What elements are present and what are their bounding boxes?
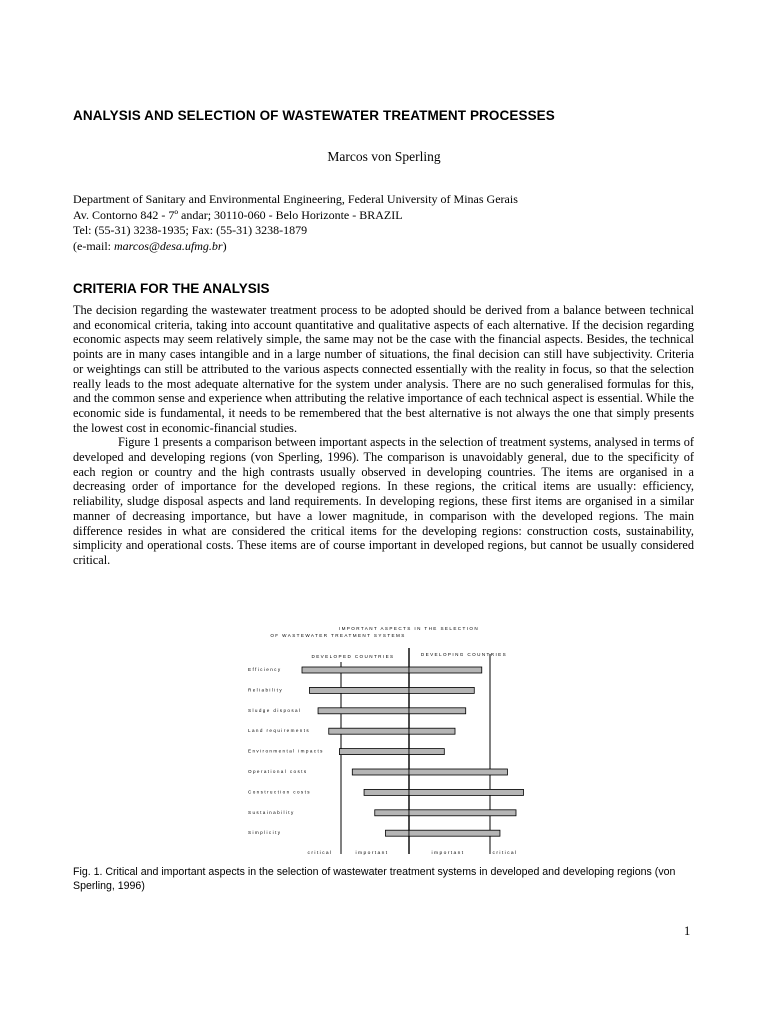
bottom-label-3: important xyxy=(431,851,465,856)
page-number: 1 xyxy=(684,924,691,938)
email-address[interactable]: marcos@desa.ufmg.br xyxy=(113,238,223,253)
paragraph-2: Figure 1 presents a comparison between important aspects in the selection of treatment systems, analysed in terms of developed and developing regions (von Sperling, 1996). The comparison is unavoidably general, due to the specificity of each region or country and the high contrasts usually observed in developing countries. The items are organised in a decreasing order of importance for the developed regions. In these regions, the critical items are usually: efficiency, reliability, sludge disposal aspects and land requirements. In developing regions, these first items are organised in a similar manner of decreasing importance, but have a lower magnitude, in comparison with the developed regions. The main difference resides in what are considered the critical items for the developing regions: construction costs, sustainability, simplicity and operational costs. These items are of course important in developed regions, but cannot be usually considered critical. xyxy=(73,435,694,567)
bar-developing-1 xyxy=(409,667,482,673)
affiliation-email-line xyxy=(73,239,518,255)
bar-developing-8 xyxy=(409,810,516,816)
bar-developed-4 xyxy=(329,728,409,734)
chart-title-line2: OF WASTEWATER TREATMENT SYSTEMS xyxy=(270,633,406,638)
category-label-3: Sludge disposal xyxy=(248,707,302,713)
bottom-label-4: critical xyxy=(492,851,518,856)
figure-1-chart xyxy=(238,622,528,862)
bar-developed-9 xyxy=(385,830,409,836)
category-label-2: Reliability xyxy=(248,687,284,693)
bar-developing-7 xyxy=(409,789,523,795)
chart-svg xyxy=(238,622,528,862)
bar-developed-2 xyxy=(309,687,409,693)
bottom-label-1: critical xyxy=(307,851,333,856)
category-label-9: Simplicity xyxy=(248,830,282,836)
affiliation-address: Av. Contorno 842 - 7º andar; 30110-060 - Belo Horizonte - BRAZIL xyxy=(73,207,403,222)
bar-developing-5 xyxy=(409,749,444,755)
figure-caption: Fig. 1. Critical and important aspects in the selection of wastewater treatment systems in developed and developing regions (von Sperling, 1996) xyxy=(73,866,676,892)
bar-developed-8 xyxy=(375,810,409,816)
bar-developing-9 xyxy=(409,830,500,836)
category-label-7: Construction costs xyxy=(248,789,311,795)
paper-title: ANALYSIS AND SELECTION OF WASTEWATER TREATMENT PROCESSES xyxy=(73,108,555,123)
category-label-6: Operational costs xyxy=(248,769,308,774)
author-affiliation xyxy=(73,192,518,254)
section-heading: CRITERIA FOR THE ANALYSIS xyxy=(73,281,270,296)
category-label-1: Efficiency xyxy=(248,667,282,672)
bar-developing-6 xyxy=(409,769,507,775)
paragraph-1: The decision regarding the wastewater treatment process to be adopted should be derived from a balance between technical and economical criteria, taking into account quantitative and qualitative aspects of each alternative. If the decision regarding economic aspects may seem relatively simple, the same may not be the case with the financial aspects. Besides, the technical points are in many cases intangible and in a large number of situations, the final decision can still have subjectivity. Criteria or weightings can still be attributed to the various aspects connected essentially with the reality in focus, so that the selection really leads to the most adequate alternative for the system under analysis. There are no such generalised formulas for this, and the common sense and experience when attributing the relative importance of each technical aspect is essential. While the economic side is fundamental, it needs to be remembered that the best alternative is not always the one that simply presents the lowest cost in economic-financial studies. xyxy=(73,303,694,435)
bar-developed-7 xyxy=(364,789,409,795)
bar-developed-6 xyxy=(352,769,409,775)
email-prefix: (e-mail: xyxy=(73,238,114,253)
bottom-label-2: important xyxy=(355,851,389,856)
bar-developing-2 xyxy=(409,687,474,693)
bar-developing-3 xyxy=(409,708,466,714)
category-label-8: Sustainability xyxy=(248,809,295,815)
chart-right-header: DEVELOPING COUNTRIES xyxy=(420,652,508,657)
bar-developing-4 xyxy=(409,728,455,734)
bar-developed-3 xyxy=(318,708,409,714)
body-text xyxy=(73,303,694,568)
author-name: Marcos von Sperling xyxy=(327,149,441,164)
category-label-5: Environmental impacts xyxy=(248,748,324,754)
chart-left-header: DEVELOPED COUNTRIES xyxy=(311,654,395,659)
chart-title-line1: IMPORTANT ASPECTS IN THE SELECTION xyxy=(338,626,480,631)
affiliation-phone: Tel: (55-31) 3238-1935; Fax: (55-31) 3238-1879 xyxy=(73,223,308,237)
email-suffix: ) xyxy=(222,238,227,253)
affiliation-department: Department of Sanitary and Environmental Engineering, Federal University of Minas Gerais xyxy=(73,192,518,206)
category-label-4: Land requirements xyxy=(248,728,311,734)
bar-developed-1 xyxy=(302,667,409,673)
bar-developed-5 xyxy=(339,749,409,755)
